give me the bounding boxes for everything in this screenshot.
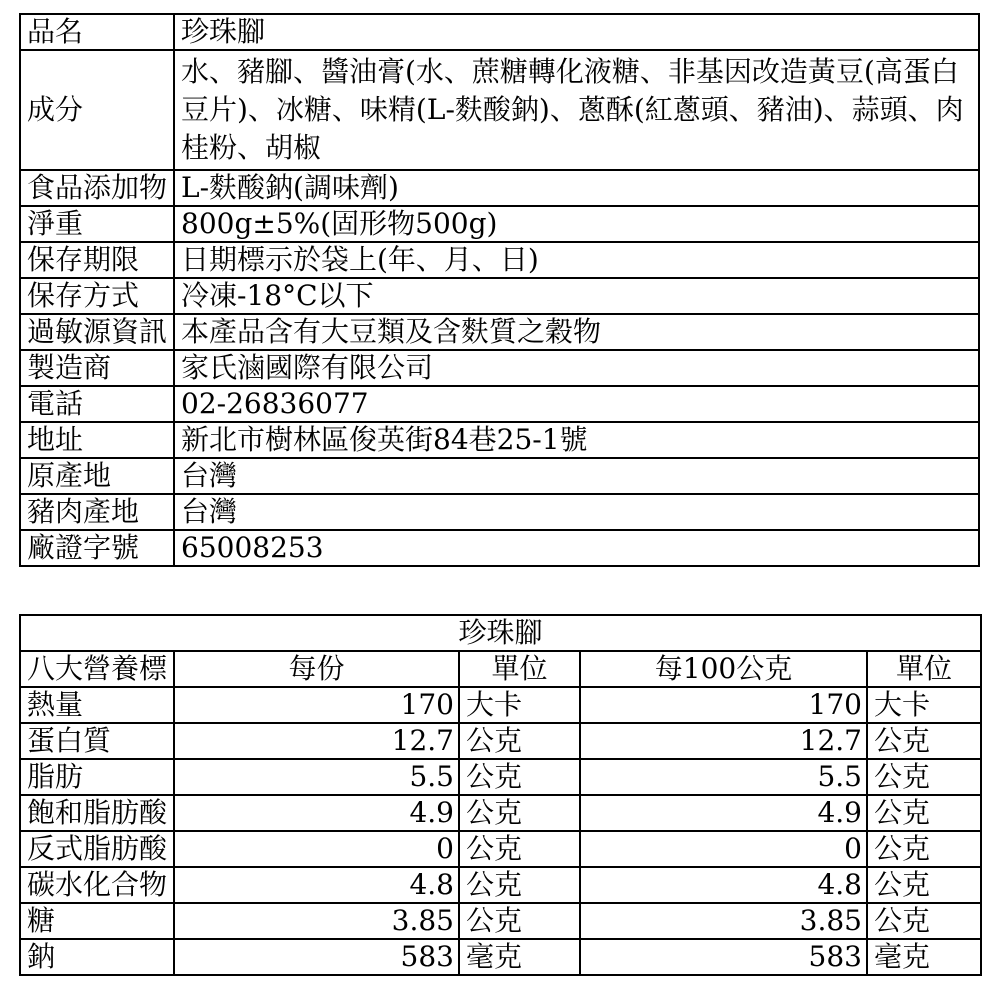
- info-row-origin: [20, 458, 979, 494]
- info-row-storage: [20, 278, 979, 314]
- per100-value: 4.8: [580, 867, 867, 903]
- nutrient-name: 鈉: [20, 939, 174, 975]
- serving-value: 5.5: [174, 759, 459, 795]
- nutrition-title-row: [20, 615, 981, 651]
- serving-unit: 公克: [459, 903, 580, 939]
- info-value: 台灣: [174, 494, 979, 530]
- info-label: 地址: [20, 422, 174, 458]
- info-label: 成分: [20, 50, 174, 170]
- nutrient-name: 糖: [20, 903, 174, 939]
- info-row-additives: [20, 170, 979, 206]
- nutrition-row-trans-fat: [20, 831, 981, 867]
- info-label: 品名: [20, 14, 174, 50]
- info-row-pork-origin: [20, 494, 979, 530]
- nutrition-row-sugar: [20, 903, 981, 939]
- nutrient-name: 反式脂肪酸: [20, 831, 174, 867]
- info-label: 食品添加物: [20, 170, 174, 206]
- per100-value: 4.9: [580, 795, 867, 831]
- info-value: 水、豬腳、醬油膏(水、蔗糖轉化液糖、非基因改造黃豆(高蛋白豆片)、冰糖、味精(L-麩酸鈉)、蔥酥(紅蔥頭、豬油)、蒜頭、肉桂粉、胡椒: [174, 50, 979, 170]
- serving-value: 170: [174, 687, 459, 723]
- per100-value: 170: [580, 687, 867, 723]
- nutrient-name: 熱量: [20, 687, 174, 723]
- serving-unit: 公克: [459, 867, 580, 903]
- info-value: 日期標示於袋上(年、月、日): [174, 242, 979, 278]
- info-row-factory-license: [20, 530, 979, 566]
- per100-value: 12.7: [580, 723, 867, 759]
- nutrient-name: 蛋白質: [20, 723, 174, 759]
- header-unit: 單位: [459, 651, 580, 687]
- per100-unit: 公克: [867, 903, 981, 939]
- per100-value: 3.85: [580, 903, 867, 939]
- info-label: 過敏源資訊: [20, 314, 174, 350]
- header-per-serving: 每份: [174, 651, 459, 687]
- serving-unit: 公克: [459, 795, 580, 831]
- info-row-phone: [20, 386, 979, 422]
- header-per-100g: 每100公克: [580, 651, 867, 687]
- info-row-ingredients: [20, 50, 979, 170]
- serving-value: 583: [174, 939, 459, 975]
- per100-unit: 公克: [867, 831, 981, 867]
- product-info-table: [19, 13, 980, 567]
- serving-value: 4.8: [174, 867, 459, 903]
- header-item: 八大營養標: [20, 651, 174, 687]
- serving-unit: 公克: [459, 831, 580, 867]
- info-value: 珍珠腳: [174, 14, 979, 50]
- serving-value: 0: [174, 831, 459, 867]
- info-value: 新北市樹林區俊英街84巷25-1號: [174, 422, 979, 458]
- nutrition-row-fat: [20, 759, 981, 795]
- per100-unit: 公克: [867, 723, 981, 759]
- info-row-allergen: [20, 314, 979, 350]
- info-label: 保存方式: [20, 278, 174, 314]
- info-row-net-weight: [20, 206, 979, 242]
- info-value: 台灣: [174, 458, 979, 494]
- info-row-manufacturer: [20, 350, 979, 386]
- nutrient-name: 飽和脂肪酸: [20, 795, 174, 831]
- nutrition-row-protein: [20, 723, 981, 759]
- nutrition-row-energy: [20, 687, 981, 723]
- info-label: 廠證字號: [20, 530, 174, 566]
- serving-value: 3.85: [174, 903, 459, 939]
- per100-value: 583: [580, 939, 867, 975]
- serving-unit: 大卡: [459, 687, 580, 723]
- per100-unit: 公克: [867, 795, 981, 831]
- info-row-shelf-life: [20, 242, 979, 278]
- header-unit: 單位: [867, 651, 981, 687]
- serving-value: 12.7: [174, 723, 459, 759]
- per100-unit: 公克: [867, 759, 981, 795]
- info-label: 保存期限: [20, 242, 174, 278]
- info-label: 電話: [20, 386, 174, 422]
- per100-unit: 大卡: [867, 687, 981, 723]
- nutrition-row-sodium: [20, 939, 981, 975]
- info-value: 02-26836077: [174, 386, 979, 422]
- per100-unit: 公克: [867, 867, 981, 903]
- info-value: 65008253: [174, 530, 979, 566]
- nutrient-name: 碳水化合物: [20, 867, 174, 903]
- info-row-address: [20, 422, 979, 458]
- info-row-name: [20, 14, 979, 50]
- per100-value: 5.5: [580, 759, 867, 795]
- per100-unit: 毫克: [867, 939, 981, 975]
- serving-unit: 公克: [459, 723, 580, 759]
- info-value: 本產品含有大豆類及含麩質之穀物: [174, 314, 979, 350]
- serving-unit: 毫克: [459, 939, 580, 975]
- info-label: 豬肉產地: [20, 494, 174, 530]
- serving-unit: 公克: [459, 759, 580, 795]
- serving-value: 4.9: [174, 795, 459, 831]
- info-value: L-麩酸鈉(調味劑): [174, 170, 979, 206]
- nutrition-row-carbohydrate: [20, 867, 981, 903]
- info-value: 冷凍-18°C以下: [174, 278, 979, 314]
- info-label: 製造商: [20, 350, 174, 386]
- nutrition-row-saturated-fat: [20, 795, 981, 831]
- info-label: 原產地: [20, 458, 174, 494]
- info-label: 淨重: [20, 206, 174, 242]
- info-value: 800g±5%(固形物500g): [174, 206, 979, 242]
- info-value: 家氏滷國際有限公司: [174, 350, 979, 386]
- per100-value: 0: [580, 831, 867, 867]
- nutrition-title: 珍珠腳: [20, 615, 981, 651]
- nutrition-header-row: [20, 651, 981, 687]
- nutrient-name: 脂肪: [20, 759, 174, 795]
- nutrition-facts-table: [19, 614, 982, 976]
